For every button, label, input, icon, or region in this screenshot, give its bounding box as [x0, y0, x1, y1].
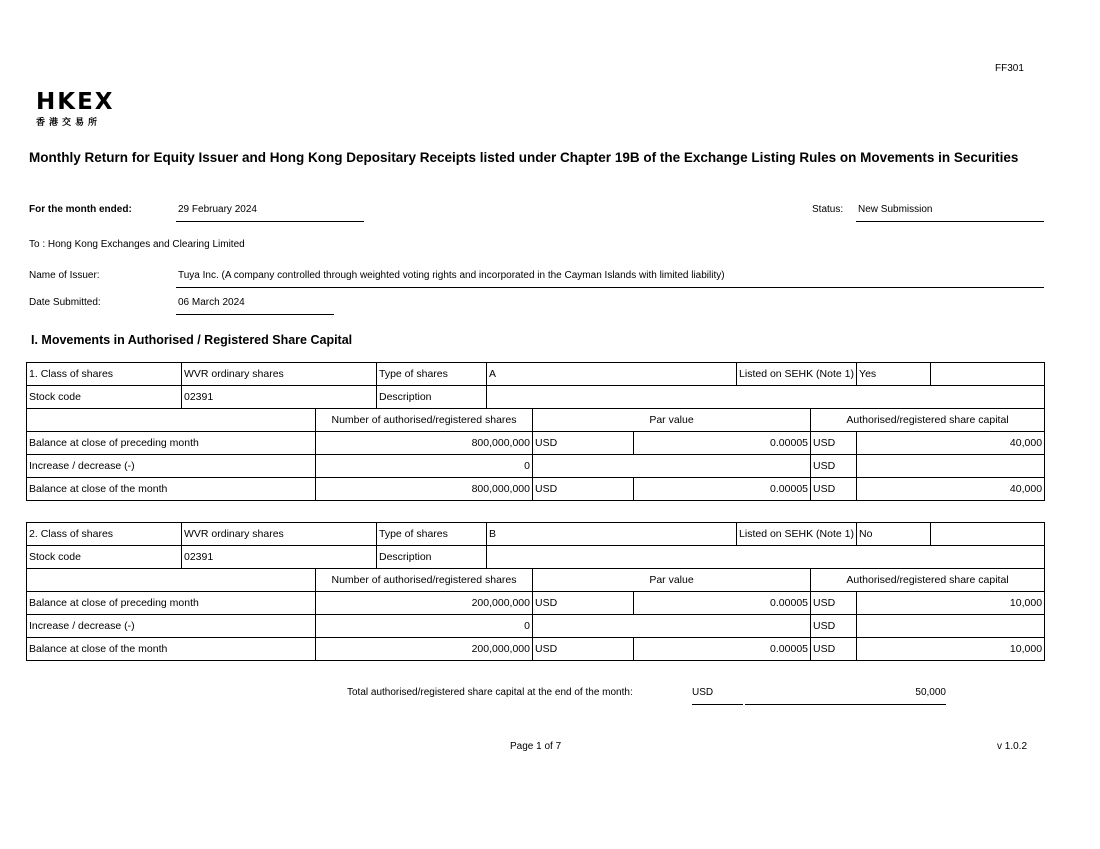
- stock-code-label: Stock code: [27, 386, 182, 409]
- shares-value: 200,000,000: [316, 592, 533, 615]
- capital-currency: USD: [811, 455, 857, 478]
- type-label: Type of shares: [377, 363, 487, 386]
- capital-value: [857, 455, 1045, 478]
- description-label: Description: [377, 386, 487, 409]
- capital-value: 40,000: [857, 478, 1045, 501]
- shares-value: 0: [316, 455, 533, 478]
- type-label: Type of shares: [377, 523, 487, 546]
- listed-label: Listed on SEHK (Note 1): [737, 523, 857, 546]
- capital-currency: USD: [811, 478, 857, 501]
- par-value-header: Par value: [533, 569, 811, 592]
- par-currency: USD: [533, 592, 634, 615]
- num-shares-header: Number of authorised/registered shares: [316, 569, 533, 592]
- section-title: I. Movements in Authorised / Registered Share Capital: [31, 333, 353, 347]
- stock-code-row: [27, 546, 1045, 569]
- column-header-row: [27, 409, 1045, 432]
- stock-code-row: [27, 386, 1045, 409]
- listed-value: Yes: [857, 363, 931, 386]
- capital-value: [857, 615, 1045, 638]
- date-submitted-label: Date Submitted:: [29, 297, 101, 308]
- class-row: [27, 363, 1045, 386]
- num-shares-header: Number of authorised/registered shares: [316, 409, 533, 432]
- shares-value: 200,000,000: [316, 638, 533, 661]
- capital-value: 40,000: [857, 432, 1045, 455]
- auth-capital-header: Authorised/registered share capital: [811, 409, 1045, 432]
- listed-value: No: [857, 523, 931, 546]
- capital-currency: USD: [811, 432, 857, 455]
- row-label: Balance at close of the month: [27, 638, 316, 661]
- logo-main-text: HKEX: [36, 89, 115, 115]
- shares-value: 0: [316, 615, 533, 638]
- balance-preceding-row: [27, 432, 1045, 455]
- empty-cell: [931, 523, 1045, 546]
- empty-cell: [533, 615, 811, 638]
- type-value: A: [487, 363, 737, 386]
- total-capital-currency: USD: [692, 687, 743, 705]
- capital-value: 10,000: [857, 592, 1045, 615]
- status-value: New Submission: [856, 204, 1044, 222]
- capital-currency: USD: [811, 592, 857, 615]
- total-capital-value: 50,000: [745, 687, 946, 705]
- listed-label: Listed on SEHK (Note 1): [737, 363, 857, 386]
- par-value: 0.00005: [634, 478, 811, 501]
- class-label-cell: 2. Class of shares: [27, 523, 182, 546]
- description-value: [487, 386, 1045, 409]
- stock-code-value: 02391: [182, 546, 377, 569]
- empty-cell: [931, 363, 1045, 386]
- month-ended-label: For the month ended:: [29, 204, 132, 215]
- increase-decrease-row: [27, 615, 1045, 638]
- increase-decrease-row: [27, 455, 1045, 478]
- balance-close-row: [27, 478, 1045, 501]
- class-value: WVR ordinary shares: [182, 523, 377, 546]
- capital-value: 10,000: [857, 638, 1045, 661]
- type-value: B: [487, 523, 737, 546]
- page-title: Monthly Return for Equity Issuer and Hong Kong Depositary Receipts listed under Chapter 19B of the Exchange Listing Rules on Movements in Securities: [29, 150, 1019, 165]
- par-value: 0.00005: [634, 638, 811, 661]
- description-value: [487, 546, 1045, 569]
- row-label: Balance at close of preceding month: [27, 432, 316, 455]
- empty-cell: [533, 455, 811, 478]
- empty-cell: [27, 409, 316, 432]
- logo-sub-text: 香港交易所: [36, 118, 102, 128]
- share-class-table-1: [26, 362, 1045, 501]
- form-version: v 1.0.2: [997, 741, 1028, 752]
- par-currency: USD: [533, 432, 634, 455]
- shares-value: 800,000,000: [316, 432, 533, 455]
- row-label: Balance at close of preceding month: [27, 592, 316, 615]
- class-row: [27, 523, 1045, 546]
- total-capital-label: Total authorised/registered share capital at the end of the month:: [347, 687, 633, 698]
- row-label: Increase / decrease (-): [27, 455, 316, 478]
- share-class-table-2: [26, 522, 1045, 661]
- capital-currency: USD: [811, 615, 857, 638]
- column-header-row: [27, 569, 1045, 592]
- hkex-logo: [36, 91, 115, 128]
- date-submitted-value: 06 March 2024: [176, 297, 334, 315]
- par-currency: USD: [533, 478, 634, 501]
- balance-preceding-row: [27, 592, 1045, 615]
- stock-code-label: Stock code: [27, 546, 182, 569]
- stock-code-value: 02391: [182, 386, 377, 409]
- par-value-header: Par value: [533, 409, 811, 432]
- empty-cell: [27, 569, 316, 592]
- form-code: FF301: [995, 63, 1024, 74]
- balance-close-row: [27, 638, 1045, 661]
- to-line: To : Hong Kong Exchanges and Clearing Limited: [29, 239, 245, 250]
- par-value: 0.00005: [634, 432, 811, 455]
- issuer-value: Tuya Inc. (A company controlled through weighted voting rights and incorporated in the Cayman Islands with limited liability): [176, 270, 1044, 288]
- row-label: Balance at close of the month: [27, 478, 316, 501]
- par-currency: USD: [533, 638, 634, 661]
- issuer-label: Name of Issuer:: [29, 270, 100, 281]
- description-label: Description: [377, 546, 487, 569]
- month-ended-value: 29 February 2024: [176, 204, 364, 222]
- class-label-cell: 1. Class of shares: [27, 363, 182, 386]
- auth-capital-header: Authorised/registered share capital: [811, 569, 1045, 592]
- class-value: WVR ordinary shares: [182, 363, 377, 386]
- row-label: Increase / decrease (-): [27, 615, 316, 638]
- shares-value: 800,000,000: [316, 478, 533, 501]
- status-label: Status:: [812, 204, 844, 215]
- capital-currency: USD: [811, 638, 857, 661]
- page-number: Page 1 of 7: [510, 741, 562, 752]
- par-value: 0.00005: [634, 592, 811, 615]
